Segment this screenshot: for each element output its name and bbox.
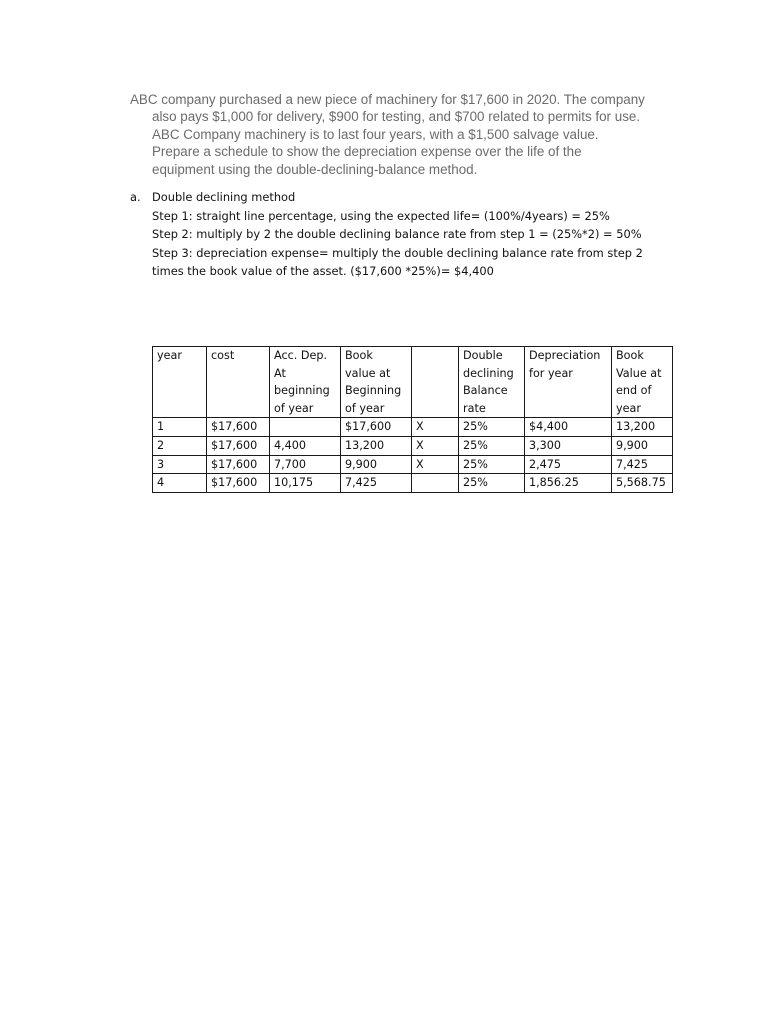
table-cell: X [412,418,459,437]
column-header [207,347,270,418]
table-cell: 25% [459,436,525,455]
column-header-line: Book [345,349,373,362]
problem-first-line: ABC company purchased a new piece of machinery for $17,600 in 2020. The company [130,92,645,107]
problem-line: equipment using the double-declining-balance method. [152,161,478,177]
problem-statement [130,91,675,178]
table-row [153,436,673,455]
column-header [153,347,207,418]
column-header-line: declining [463,366,514,380]
table-cell: $17,600 [207,474,270,493]
column-header-line: of year [274,401,314,415]
step-line: Step 1: straight line percentage, using the expected life= (100%/4years) = 25% [152,208,610,223]
column-header-line: Acc. Dep. [274,349,328,362]
problem-line: also pays $1,000 for delivery, $900 for testing, and $700 related to permits for use. [152,109,641,125]
table-cell: 7,700 [270,455,341,474]
part-a-title: Double declining method [152,190,296,204]
table-cell: $17,600 [341,418,412,437]
step-line: times the book value of the asset. ($17,600 *25%)= $4,400 [152,264,494,279]
table-cell: 25% [459,455,525,474]
column-header [459,347,525,418]
step-line: Step 3: depreciation expense= multiply the double declining balance rate from step 2 [152,245,643,260]
table-header-row [153,347,673,418]
table-cell: 13,200 [341,436,412,455]
table-row [153,418,673,437]
table-cell: $17,600 [207,455,270,474]
table-cell: 9,900 [341,455,412,474]
table-cell: 4 [153,474,207,493]
table-cell: X [412,455,459,474]
table-cell: 9,900 [612,436,673,455]
column-header-line: At [274,366,286,380]
column-header-line: Value at [616,366,662,380]
table-cell [270,418,341,437]
table-cell: 1 [153,418,207,437]
column-header-line: Balance [463,384,508,398]
table-cell: 5,568.75 [612,474,673,493]
table-body [153,418,673,492]
part-a [130,188,690,281]
step-line: Step 2: multiply by 2 the double declining balance rate from step 1 = (25%*2) = 50% [152,227,642,242]
column-header-line: beginning [274,384,330,398]
column-header-line: year [157,349,182,362]
table-row [153,474,673,493]
column-header-line: of year [345,401,385,415]
column-header-line: cost [211,349,235,362]
column-header-line: Double [463,349,503,362]
column-header-line: end of [616,384,652,398]
column-header [270,347,341,418]
table-cell: 25% [459,474,525,493]
problem-line: Prepare a schedule to show the depreciation expense over the life of the [152,144,582,160]
column-header-line: for year [529,366,573,380]
column-header [525,347,612,418]
table-cell: $4,400 [525,418,612,437]
depreciation-schedule-table [152,346,673,493]
table-cell: 1,856.25 [525,474,612,493]
part-a-body [152,188,690,281]
table-cell: X [412,436,459,455]
problem-line: ABC Company machinery is to last four years, with a $1,500 salvage value. [152,126,599,142]
column-header-line: rate [463,401,486,415]
column-header [341,347,412,418]
table-row [153,455,673,474]
column-header-line: Beginning [345,384,402,398]
table-cell: 4,400 [270,436,341,455]
table-cell: 7,425 [341,474,412,493]
table-cell: 7,425 [612,455,673,474]
table-cell: $17,600 [207,436,270,455]
table-cell: 2 [153,436,207,455]
column-header [612,347,673,418]
column-header [412,347,459,418]
column-header-line: Depreciation [529,349,601,362]
table-cell: 10,175 [270,474,341,493]
table-cell: 13,200 [612,418,673,437]
table-cell: $17,600 [207,418,270,437]
list-marker: a. [130,190,141,204]
table-cell [412,474,459,493]
table-cell: 3 [153,455,207,474]
column-header-line: value at [345,366,391,380]
table-cell: 3,300 [525,436,612,455]
table-cell: 25% [459,418,525,437]
table-cell: 2,475 [525,455,612,474]
column-header-line: year [616,401,641,415]
column-header-line: Book [616,349,644,362]
